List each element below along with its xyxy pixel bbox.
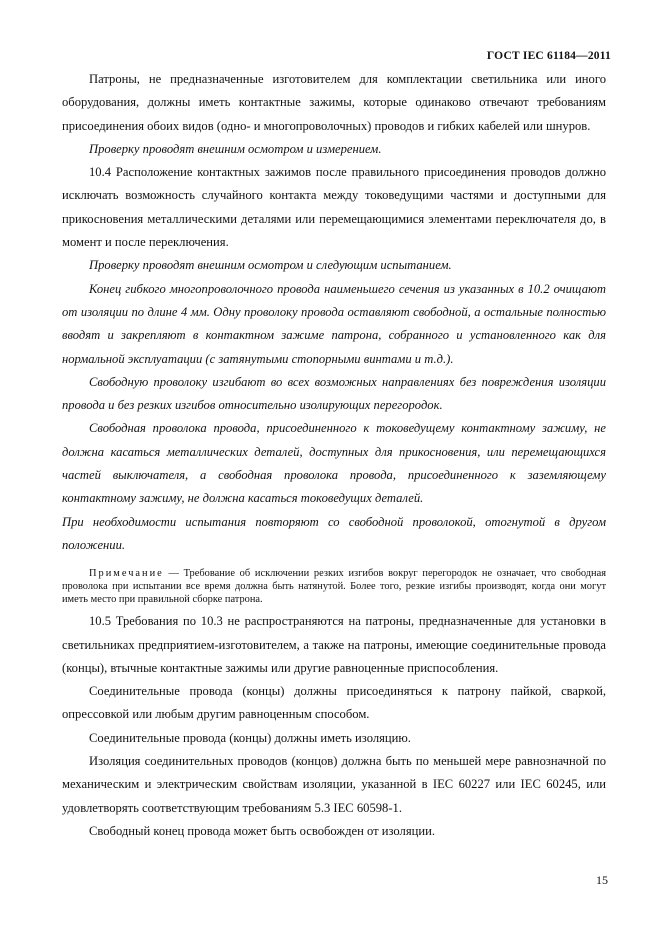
note-text: Требование об исключении резких изгибов вокруг перегородок не означает, что свободная проволока при испытании все время должна быть натянутой. Более того, резкие изгибы производят, когда они могут иметь место при правильной сборке патрона.	[62, 568, 606, 606]
note: Примечание — Требование об исключении резких изгибов вокруг перегородок не означает, что свободная проволока при испытании все время должна быть натянутой. Более того, резкие изгибы производят, когда они могут иметь место при правильной сборке патрона.	[62, 568, 606, 606]
paragraph-clause-10-5: 10.5 Требования по 10.3 не распространяются на патроны, предназначенные для установки в светильниках предприятием-изготовителем, а также на патроны, имеющие соединительные провода (концы), втычные контактные зажимы или другие равноценные приспособления.	[62, 614, 606, 675]
paragraph: Соединительные провода (концы) должны иметь изоляцию.	[89, 730, 411, 745]
paragraph-test-procedure: Конец гибкого многопроволочного провода наименьшего сечения из указанных в 10.2 очищают от изоляции по длине 4 мм. Одну проволоку провода оставляют свободной, а остальные полностью вводят и закрепляют в контактном зажиме патрона, собранного и установленного как для нормальной эксплуатации (с затянутыми стопорными винтами и т.д.).	[62, 281, 606, 366]
paragraph-test-method: Проверку проводят внешним осмотром и следующим испытанием.	[89, 258, 452, 273]
paragraph: Свободный конец провода может быть освобожден от изоляции.	[89, 823, 435, 838]
paragraph: Изоляция соединительных проводов (концов) должна быть по меньшей мере равнозначной по механическим и электрическим свойствам изоляции, указанной в IEC 60227 или IEC 60245, или удовлетворять соответствующим требованиям 5.3 IEC 60598-1.	[62, 754, 606, 815]
paragraph-test-method: Проверку проводят внешним осмотром и измерением.	[89, 141, 382, 156]
page-number: 15	[596, 873, 608, 887]
paragraph-test-criteria: Свободная проволока провода, присоединенного к токоведущему контактному зажиму, не должна касаться металлических деталей, доступных для прикосновения, или перемещающихся частей выключателя, а свободная проволока провода, присоединенного к заземляющему контактному зажиму, не должна касаться токоведущих деталей.	[62, 421, 606, 506]
paragraph-clause-10-4: 10.4 Расположение контактных зажимов после правильного присоединения проводов должно исключать возможность случайного контакта между токоведущими частями и доступными для прикосновения металлическими деталями или перемещающимися элементами переключателя до, в момент и после переключения.	[62, 165, 606, 250]
paragraph: Патроны, не предназначенные изготовителем для комплектации светильника или иного оборудования, должны иметь контактные зажимы, которые одинаково отвечают требованиям присоединения обоих видов (одно- и многопроволочных) проводов и гибких кабелей или шнуров.	[62, 72, 606, 133]
note-label: Примечание	[89, 568, 164, 580]
paragraph: Соединительные провода (концы) должны присоединяться к патрону пайкой, сваркой, опрессовкой или любым другим равноценным способом.	[62, 684, 606, 722]
paragraph-test-repeat: При необходимости испытания повторяют со свободной проволокой, отогнутой в другом положении.	[62, 514, 606, 552]
document-header: ГОСТ IEC 61184—2011	[486, 50, 611, 62]
note-block	[62, 567, 606, 606]
document-body	[62, 68, 606, 843]
paragraph-test-procedure: Свободную проволоку изгибают во всех возможных направлениях без повреждения изоляции провода и без резких изгибов относительно изолирующих перегородок.	[62, 374, 606, 413]
